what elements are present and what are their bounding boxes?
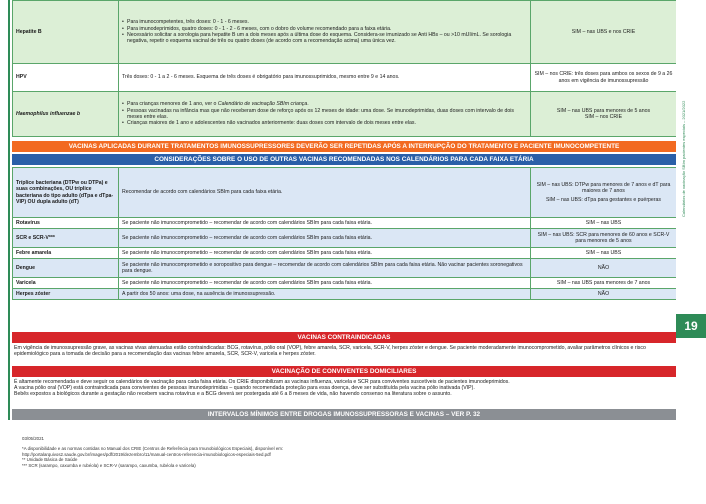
row-recommendation: Se paciente não imunocomprometido – recomendar de acordo com calendários SBIm para cada faixa etária. (119, 278, 531, 289)
availability-line: SIM – nas UBS: dTpa para gestantes e puérperas (545, 197, 662, 204)
footnote-link[interactable]: http://portalarquivos2.saude.gov.br/images/pdf/2019/dezembro/11/manual-centros-referencia-imunobiologicos-especiais-5ed.pdf (22, 451, 271, 457)
row-hpv (13, 64, 677, 92)
row-availability: SIM – nas UBS: SCR para menores de 60 anos e SCR-V para menores de 5 anos (531, 229, 677, 248)
band-household-contacts: VACINAÇÃO DE CONVIVENTES DOMICILIARES (12, 366, 676, 377)
row-name: Hepatite B (13, 1, 119, 64)
list-item: • Para imunodeprimidos, quatro doses: 0 - 1 - 2 - 6 meses, com o dobro do volume recomendado para a faixa etária. (122, 26, 527, 32)
row-recommendation: Se paciente não imunocomprometido – recomendar de acordo com calendários SBIm para cada faixa etária. (119, 218, 531, 229)
vaccines-table-top (12, 0, 677, 137)
vaccines-table-others (12, 167, 677, 300)
row-name: HPV (13, 64, 119, 92)
row-availability: SIM – nas UBS (531, 218, 677, 229)
row-recommendation (119, 1, 531, 64)
band-min-intervals: INTERVALOS MÍNIMOS ENTRE DROGAS IMUNOSSUPRESSORAS E VACINAS – VER P. 32 (12, 409, 676, 420)
household-contacts-text (12, 378, 676, 399)
row-availability (531, 92, 677, 137)
row-febre-amarela (13, 248, 677, 259)
row-availability: SIM – nas UBS para menores de 7 anos (531, 278, 677, 289)
row-recommendation: Se paciente não imunocomprometido – recomendar de acordo com calendários SBIm para cada faixa etária. (119, 229, 531, 248)
row-name: Rotavírus (13, 218, 119, 229)
row-triplice (13, 168, 677, 218)
row-name: Dengue (13, 259, 119, 278)
left-margin-rule (8, 0, 10, 420)
row-availability: SIM – nos CRIE: três doses para ambos os sexos de 9 a 26 anos em vigência de imunossupressão (531, 64, 677, 92)
row-recommendation: Recomendar de acordo com calendários SBIm para cada faixa etária. (119, 168, 531, 218)
band-other-vaccines: CONSIDERAÇÕES SOBRE O USO DE OUTRAS VACINAS RECOMENDADAS NOS CALENDÁRIOS PARA CADA FAIXA ETÁRIA (12, 154, 676, 165)
bullet-text: . (307, 101, 309, 108)
paragraph-line: A vacina pólio oral (VOP) está contraindicada para conviventes de pessoas imunodeprimidas – quando recomendada proteção para essa doença, deve ser substituída pela vacina pólio inativada (VIP). (14, 385, 475, 392)
row-name: Febre amarela (13, 248, 119, 259)
row-haemophilus (13, 92, 677, 137)
paragraph-line: Bebês expostos a biológicos durante a gestação não recebem vacina rotavírus e a BCG deverá ser postergada até 6 a 8 meses de vida, não havendo consenso na literatura sobre o assunto. (14, 391, 452, 398)
availability-line: SIM – nas UBS para menores de 5 anos (556, 107, 651, 114)
list-item: • Para imunocompetentes, três doses: 0 - 1 - 6 meses. (122, 19, 527, 25)
row-availability: NÃO (531, 259, 677, 278)
row-availability: SIM – nas UBS (531, 248, 677, 259)
footnote-date: 03/05/2021 (22, 436, 44, 441)
row-name: Haemophilus influenzae b (13, 92, 119, 137)
row-dengue (13, 259, 677, 278)
bullet-text: Para crianças menores de 1 ano, ver o (127, 101, 218, 108)
row-rotavirus (13, 218, 677, 229)
row-availability: NÃO (531, 289, 677, 300)
row-hepatite-b (13, 1, 677, 64)
row-recommendation: Se paciente não imunocomprometido – recomendar de acordo com calendários SBIm para cada faixa etária. (119, 248, 531, 259)
list-item: • Pessoas vacinadas na infância mas que não receberam dose de reforço após os 12 meses de idade: uma dose. Se imunodeprimidas, duas doses com intervalo de dois meses entre elas. (122, 108, 527, 121)
row-recommendation (119, 92, 531, 137)
row-name: Herpes zóster (13, 289, 119, 300)
footnote: *** SCR (sarampo, caxumba e rubéola) e SCR-V (sarampo, caxumba, rubéola e varicela) (22, 463, 196, 469)
paragraph-line: É altamente recomendada e deve seguir os calendários de vacinação para cada faixa etária. Os CRIE disponibilizam as vacinas influenza, varicela e SCR para conviventes suscetíveis de pacientes imunodeprimidos. (14, 379, 510, 385)
row-recommendation: Se paciente não imunocomprometido e soropositivo para dengue – recomendar de acordo com calendários SBIm para cada faixa etária. Não vacinar pacientes soronegativos para dengue. (119, 259, 531, 278)
row-varicela (13, 278, 677, 289)
band-contraindicated: VACINAS CONTRAINDICADAS (12, 332, 676, 343)
calendar-reference: Calendário de vacinação SBIm criança (217, 101, 308, 108)
band-repeat-after-treatment: VACINAS APLICADAS DURANTE TRATAMENTOS IMUNOSSUPRESSORES DEVERÃO SER REPETIDAS APÓS A INTERRUPÇÃO DO TRATAMENTO E PACIENTE IMUNOCOMPETENTE (12, 141, 676, 152)
list-item: • Necessário solicitar a sorologia para hepatite B um a dois meses após a última dose do esquema. Considera-se imunizado se Anti HBs – ou >10 mUI/mL. Se sorologia negativa, repetir o esquema vacinal de três ou quatro doses (de acordo com a recomendação acima) uma única vez. (122, 32, 527, 45)
row-availability: SIM – nas UBS e nos CRIE (531, 1, 677, 64)
availability-line: SIM – nos CRIE (584, 114, 623, 120)
row-recommendation: Três doses: 0 - 1 a 2 - 6 meses. Esquema de três doses é obrigatório para imunossuprimidos, mesmo entre 9 e 14 anos. (119, 64, 531, 92)
row-availability (531, 168, 677, 218)
footnotes (22, 436, 582, 469)
contraindicated-text: Em vigência de imunossupressão grave, as vacinas vivas atenuadas estão contraindicadas: BCG, rotavírus, pólio oral (VOP), febre amarela, SCR, varicela, SCR-V, herpes zóster e dengue. Se paciente moderadamente imunocomprometido, avaliar parâmetros clínicos e risco epidemiológico para a tomada de decisão para a recomendação das vacinas febre amarela, SCR, SCR-V, varicela e herpes zóster. (14, 345, 646, 358)
side-running-title: Calendários de vacinação SBIm pacientes especiais – 2021/2022 (681, 100, 686, 218)
row-name: Tríplice bacteriana (DTPw ou DTPa) e suas combinações, OU tríplice bacteriana do tipo adulto (dTpa e dTpa-VIP) OU dupla adulto (dT) (13, 168, 119, 218)
row-name: Varicela (13, 278, 119, 289)
footnote: ** Unidade Básica de Saúde (22, 457, 78, 463)
availability-line: SIM – nas UBS: DTPw para menores de 7 anos e dT para maiores de 7 anos (536, 181, 671, 194)
page-number: 19 (676, 314, 706, 338)
list-item: • Crianças maiores de 1 ano e adolescentes não vacinados anteriormente: duas doses com intervalo de dois meses entre elas. (122, 120, 527, 126)
row-scr (13, 229, 677, 248)
row-recommendation: A partir dos 50 anos: uma dose, na ausência de imunossupressão. (119, 289, 531, 300)
row-herpes-zoster (13, 289, 677, 300)
row-name: SCR e SCR-V*** (13, 229, 119, 248)
footnote: *A disponibilidade e as normas contidas no Manual dos CRIE (Centros de Referência para Imunobiológicos Especiais), disponível em: (22, 445, 284, 451)
